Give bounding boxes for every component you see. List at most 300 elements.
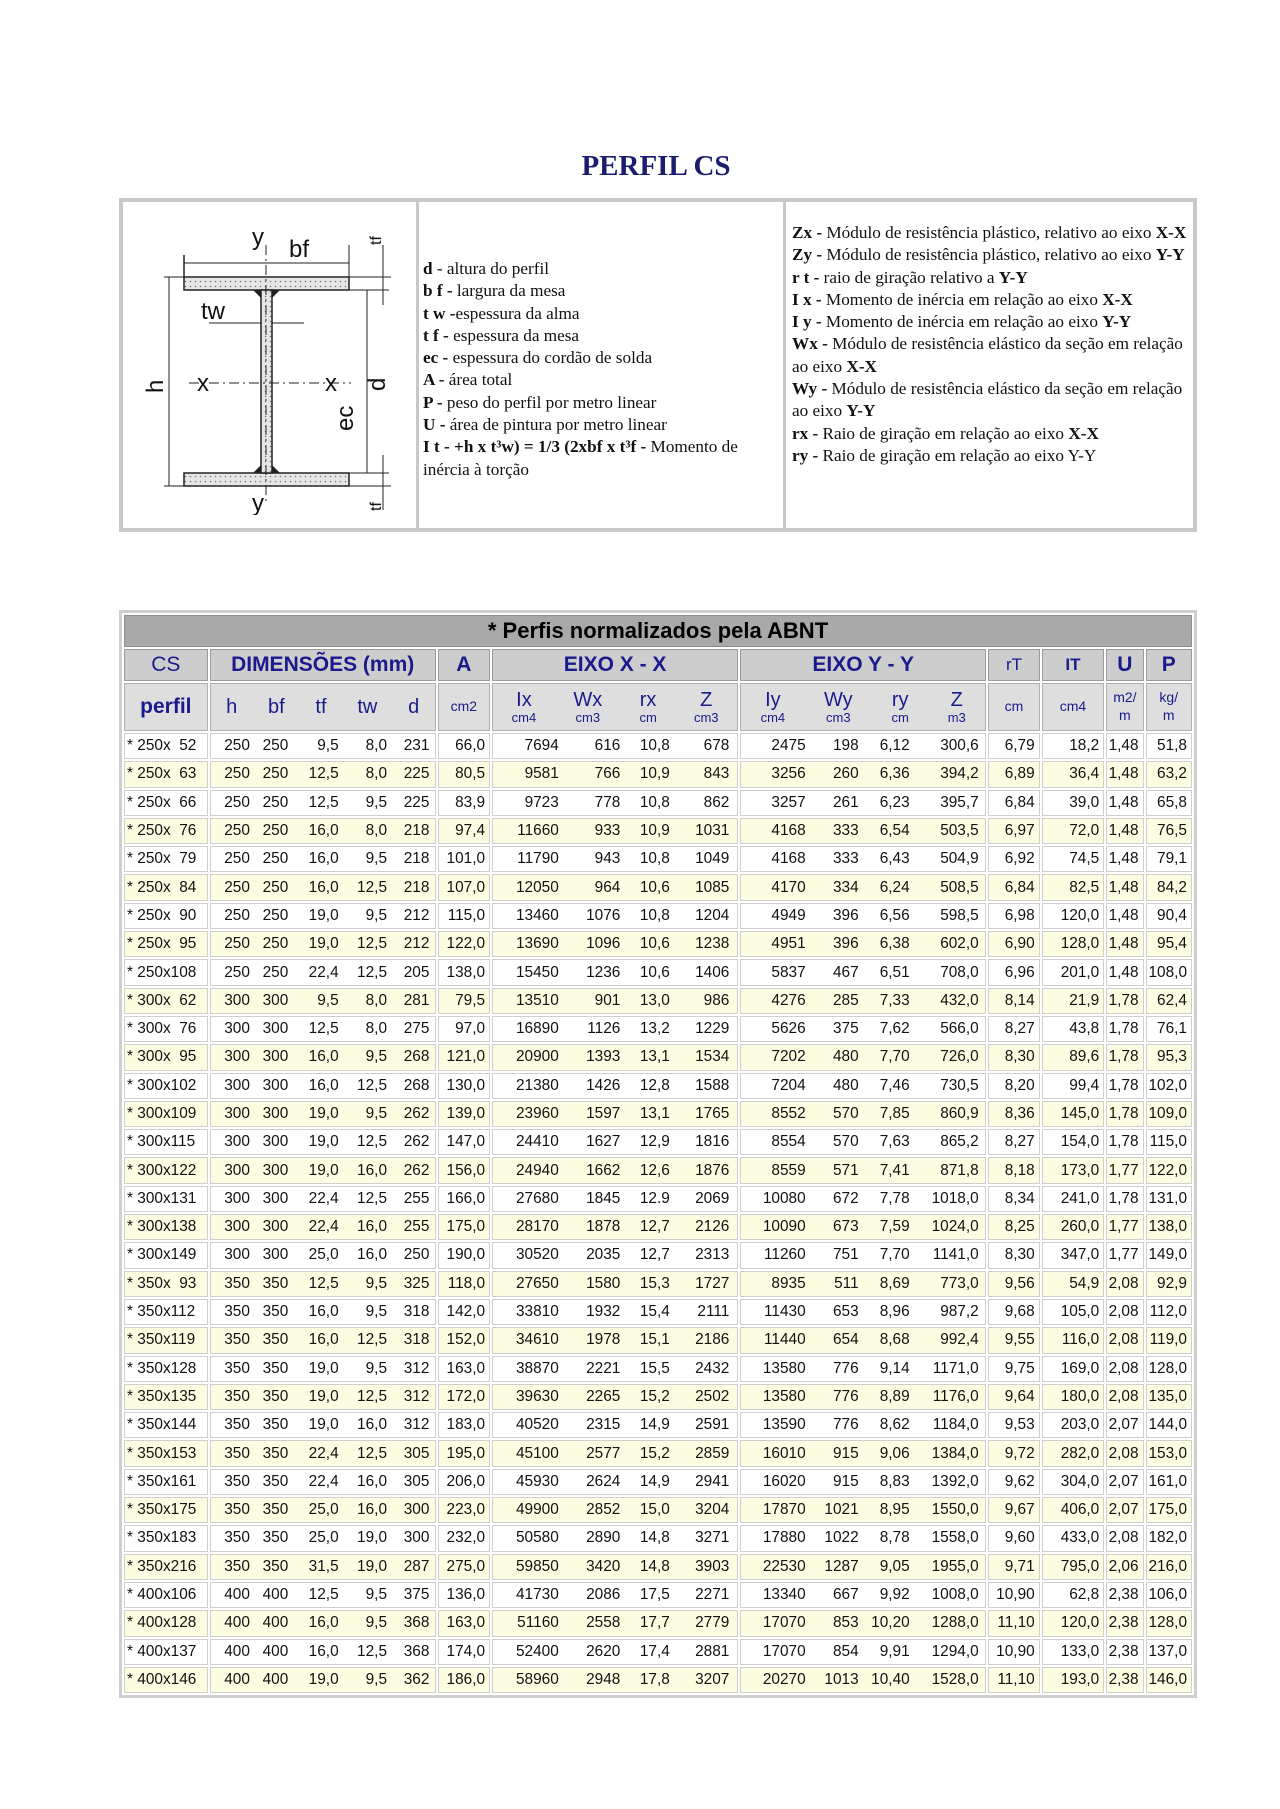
- header-axis-x: EIXO X - X: [492, 649, 738, 681]
- cell-perfil: * 300x102: [124, 1073, 208, 1099]
- cell-value: 300,6: [940, 737, 979, 755]
- legend-item: [423, 280, 779, 302]
- cell-value: 350: [224, 1529, 250, 1547]
- cell-group: [210, 1525, 436, 1551]
- cell-value: 350: [262, 1359, 289, 1377]
- cell-group-values: [741, 1275, 985, 1293]
- cell-group: [210, 1044, 436, 1070]
- cell-value: 350: [224, 1444, 250, 1462]
- cell-value: 206,0: [438, 1469, 490, 1495]
- cell-value: 13590: [762, 1416, 806, 1434]
- cell-value: 173,0: [1042, 1157, 1105, 1183]
- cell-value: 350: [262, 1303, 289, 1321]
- cell-group-values: [211, 1671, 435, 1689]
- cell-value: 275,0: [438, 1554, 490, 1580]
- table-row: [124, 1044, 1192, 1070]
- cell-value: 16,0: [357, 1161, 388, 1179]
- cell-value: 268: [403, 1048, 430, 1066]
- cell-value: 1,48: [1106, 761, 1143, 787]
- cell-value: 12,7: [639, 1246, 670, 1264]
- cell-value: 22,4: [308, 963, 339, 981]
- cell-value: 8,0: [365, 991, 388, 1009]
- cell-value: 4276: [771, 991, 806, 1009]
- cell-perfil: * 250x 63: [124, 761, 208, 787]
- cell-value: 7,46: [879, 1076, 910, 1094]
- cell-value: 9,5: [365, 1614, 388, 1632]
- cell-group: [492, 818, 738, 844]
- cell-value: 6,51: [879, 963, 910, 981]
- cell-group: [740, 733, 986, 759]
- cell-value: 250: [224, 906, 250, 924]
- cell-value: 1588: [695, 1076, 730, 1094]
- table-row: [124, 988, 1192, 1014]
- legend-desc: área de pintura por metro linear: [445, 415, 667, 435]
- cell-group-values: [211, 907, 435, 925]
- legend-key: t f -: [423, 325, 449, 345]
- cell-value: 300: [224, 1161, 250, 1179]
- cell-value: 1534: [695, 1048, 730, 1066]
- cell-value: 135,0: [1146, 1384, 1192, 1410]
- cell-value: 250: [224, 765, 250, 783]
- cell-value: 241,0: [1042, 1186, 1105, 1212]
- cell-group: [492, 1554, 738, 1580]
- cell-perfil: * 400x128: [124, 1610, 208, 1636]
- cell-value: 8,27: [988, 1129, 1039, 1155]
- cell-value: 9,5: [365, 793, 388, 811]
- table-row: [124, 1440, 1192, 1466]
- cell-group: [740, 1497, 986, 1523]
- cell-value: 2,08: [1106, 1299, 1143, 1325]
- legend-desc: Momento de inércia em relação ao eixo: [821, 289, 1103, 309]
- cell-group: [740, 1271, 986, 1297]
- cell-value: 120,0: [1042, 903, 1105, 929]
- cell-value: 36,4: [1042, 761, 1105, 787]
- cell-group-values: [211, 1246, 435, 1264]
- cell-group: [492, 846, 738, 872]
- cell-value: 16,0: [308, 1048, 339, 1066]
- cell-value: 7,70: [879, 1048, 910, 1066]
- cell-value: 17,8: [639, 1670, 670, 1688]
- cell-value: 10,6: [639, 878, 670, 896]
- cell-value: 2313: [695, 1246, 730, 1264]
- cell-value: 375: [403, 1586, 430, 1604]
- cell-group-values: [211, 1275, 435, 1293]
- legend-item: [792, 445, 1189, 467]
- cell-value: 138,0: [438, 959, 490, 985]
- legend-key: t w -: [423, 303, 456, 323]
- cell-value: 350: [262, 1331, 289, 1349]
- cell-group-values: [211, 1473, 435, 1491]
- cell-value: 212: [403, 906, 430, 924]
- cell-value: 2591: [695, 1416, 730, 1434]
- subheader-symbol: Wx: [573, 688, 603, 711]
- cell-value: 186,0: [438, 1667, 490, 1693]
- cell-value: 6,90: [988, 931, 1039, 957]
- cell-value: 45100: [516, 1444, 559, 1462]
- legend-item: [792, 423, 1189, 445]
- cell-group: [740, 1525, 986, 1551]
- cell-value: 28170: [516, 1218, 559, 1236]
- cell-value: 11790: [517, 850, 559, 868]
- cell-group-values: [211, 1190, 435, 1208]
- legend-key: Wy -: [792, 379, 828, 399]
- cell-perfil: * 350x216: [124, 1554, 208, 1580]
- cell-value: 7,33: [879, 991, 910, 1009]
- cell-group: [740, 1327, 986, 1353]
- cell-value: 12,5: [357, 1133, 388, 1151]
- cell-group-values: [741, 1331, 985, 1349]
- cell-value: 7,85: [879, 1105, 910, 1122]
- cell-value: 63,2: [1146, 761, 1192, 787]
- cell-value: 97,4: [438, 818, 490, 844]
- header-rt: rT: [988, 649, 1039, 681]
- subheader-ey-item: [892, 690, 909, 725]
- cell-value: 146,0: [1146, 1667, 1192, 1693]
- cell-group-values: [211, 794, 435, 812]
- cell-group: [740, 874, 986, 900]
- cell-value: 1,78: [1106, 1016, 1143, 1042]
- cell-group-values: [211, 1331, 435, 1349]
- cell-value: 2086: [586, 1586, 621, 1604]
- cell-perfil: * 300x 62: [124, 988, 208, 1014]
- table-row: [124, 874, 1192, 900]
- cell-perfil: * 250x 66: [124, 790, 208, 816]
- table-row: [124, 1271, 1192, 1297]
- cell-value: 281: [403, 991, 430, 1009]
- cell-value: 250: [262, 765, 289, 783]
- cell-group-values: [211, 1388, 435, 1406]
- cell-value: 83,9: [438, 790, 490, 816]
- cell-value: 1816: [695, 1133, 730, 1151]
- cell-group-values: [211, 1048, 435, 1066]
- cell-group: [740, 1299, 986, 1325]
- cell-value: 8,27: [988, 1016, 1039, 1042]
- cell-value: 350: [224, 1303, 250, 1321]
- cell-group-values: [741, 1190, 985, 1208]
- cell-group-values: [741, 1360, 985, 1378]
- table-row: [124, 1384, 1192, 1410]
- cell-value: 7,41: [879, 1161, 910, 1179]
- cell-value: 250: [262, 822, 289, 840]
- cell-value: 333: [832, 850, 859, 868]
- cell-value: 7,63: [879, 1133, 910, 1151]
- cell-value: 3420: [586, 1557, 621, 1575]
- cell-value: 20270: [762, 1670, 806, 1688]
- cell-value: 2558: [586, 1614, 621, 1632]
- cell-value: 261: [832, 793, 859, 811]
- cell-value: 2948: [586, 1670, 621, 1688]
- cell-group: [492, 1469, 738, 1495]
- cell-value: 1021: [824, 1501, 859, 1519]
- cell-value: 350: [262, 1444, 289, 1462]
- cell-value: 1406: [695, 963, 730, 981]
- cell-value: 7204: [771, 1076, 806, 1094]
- cell-group: [740, 1610, 986, 1636]
- cell-value: 201,0: [1042, 959, 1105, 985]
- cell-value: 76,5: [1146, 818, 1192, 844]
- subheader-axis-x: [493, 690, 737, 725]
- cell-value: 300: [224, 1218, 250, 1236]
- cell-value: 1,48: [1106, 846, 1143, 872]
- cell-value: 400: [224, 1586, 250, 1604]
- cell-group: [492, 733, 738, 759]
- cell-group-values: [493, 907, 737, 925]
- cell-value: 109,0: [1146, 1101, 1192, 1127]
- table-row: [124, 1129, 1192, 1155]
- cell-value: 1878: [586, 1218, 621, 1236]
- cell-group: [210, 1214, 436, 1240]
- cell-value: 8,36: [988, 1101, 1039, 1127]
- cell-value: 915: [832, 1472, 859, 1490]
- cell-value: 65,8: [1146, 790, 1192, 816]
- cell-value: 16,0: [308, 1331, 339, 1349]
- cell-value: 147,0: [438, 1129, 490, 1155]
- cell-group-values: [211, 1105, 435, 1123]
- cell-group-values: [493, 1388, 737, 1406]
- cell-value: 13580: [762, 1359, 806, 1377]
- cell-group-values: [211, 1445, 435, 1463]
- cell-value: 31,5: [308, 1557, 339, 1575]
- cell-value: 2,38: [1106, 1582, 1143, 1608]
- cell-value: 394,2: [940, 765, 979, 783]
- cell-value: 12,5: [357, 963, 388, 981]
- cell-group-values: [211, 1218, 435, 1236]
- cell-group: [740, 790, 986, 816]
- cell-value: 12,5: [357, 1331, 388, 1349]
- cell-group: [210, 874, 436, 900]
- cell-value: 102,0: [1146, 1073, 1192, 1099]
- cell-value: 2502: [695, 1387, 730, 1405]
- cell-group-values: [741, 1388, 985, 1406]
- cell-value: 300: [262, 991, 289, 1009]
- legend-definitions-right: [786, 202, 1193, 528]
- legend-desc: área total: [444, 370, 513, 390]
- cell-group-values: [211, 1077, 435, 1095]
- cell-group-values: [211, 992, 435, 1010]
- cell-value: 262: [403, 1161, 430, 1179]
- cell-group-values: [493, 1105, 737, 1123]
- cell-value: 6,79: [988, 733, 1039, 759]
- cell-value: 300: [224, 1105, 250, 1122]
- profile-table: [119, 610, 1197, 1698]
- subheader-unit: cm: [639, 709, 657, 725]
- cell-group: [740, 931, 986, 957]
- cell-value: 13690: [516, 935, 559, 953]
- cell-group-values: [741, 765, 985, 783]
- cell-value: 2624: [586, 1472, 621, 1490]
- cell-value: 2,38: [1106, 1667, 1143, 1693]
- cell-value: 300: [262, 1161, 289, 1179]
- cell-value: 9,72: [988, 1440, 1039, 1466]
- cell-value: 107,0: [438, 874, 490, 900]
- subheader-unit: m3: [947, 709, 966, 725]
- cell-value: 223,0: [438, 1497, 490, 1523]
- subheader-symbol: Z: [700, 688, 713, 711]
- cell-value: 128,0: [1042, 931, 1105, 957]
- cell-group: [210, 1497, 436, 1523]
- cell-value: 571: [832, 1161, 859, 1179]
- cell-group: [492, 1525, 738, 1551]
- cell-value: 1,48: [1106, 959, 1143, 985]
- cell-group: [492, 903, 738, 929]
- cell-value: 6,98: [988, 903, 1039, 929]
- legend-item: [423, 325, 779, 347]
- cell-value: 1049: [695, 850, 730, 868]
- cell-perfil: * 250x 95: [124, 931, 208, 957]
- cell-value: 1,77: [1106, 1157, 1143, 1183]
- cell-value: 145,0: [1042, 1101, 1105, 1127]
- cell-value: 300: [262, 1189, 289, 1207]
- cell-value: 52400: [516, 1642, 559, 1660]
- cell-value: 120,0: [1042, 1610, 1105, 1636]
- cell-value: 1,78: [1106, 1129, 1143, 1155]
- cell-group-values: [741, 935, 985, 953]
- cell-group-values: [493, 1558, 737, 1576]
- cell-value: 106,0: [1146, 1582, 1192, 1608]
- cell-value: 9,5: [365, 906, 388, 924]
- cell-value: 1076: [586, 906, 621, 924]
- cell-value: 12050: [516, 878, 559, 896]
- cell-value: 1022: [824, 1529, 859, 1547]
- cell-value: 161,0: [1146, 1469, 1192, 1495]
- cell-group-values: [211, 765, 435, 783]
- cell-value: 8,0: [365, 822, 388, 840]
- cell-value: 654: [832, 1331, 859, 1349]
- cell-value: 4170: [771, 878, 806, 896]
- cell-value: 268: [403, 1076, 430, 1094]
- cell-value: 4168: [771, 822, 806, 840]
- cell-group-values: [741, 1416, 985, 1434]
- cell-value: 795,0: [1042, 1554, 1105, 1580]
- cell-value: 12,5: [357, 1189, 388, 1207]
- cell-value: 305: [403, 1472, 430, 1490]
- cell-value: 38870: [516, 1359, 559, 1377]
- cell-value: 250: [224, 878, 250, 896]
- table-row: [124, 761, 1192, 787]
- cell-value: 12,5: [308, 765, 339, 783]
- table-row: [124, 1639, 1192, 1665]
- cell-value: 250: [224, 935, 250, 953]
- cell-value: 12,5: [357, 1076, 388, 1094]
- cell-group-values: [493, 1190, 737, 1208]
- cell-value: 138,0: [1146, 1214, 1192, 1240]
- cell-value: 19,0: [308, 1105, 339, 1122]
- cell-group-values: [493, 1643, 737, 1661]
- cell-value: 137,0: [1146, 1639, 1192, 1665]
- legend-item: [423, 347, 779, 369]
- legend-desc: Módulo de resistência plástico, relativo ao eixo: [822, 245, 1152, 265]
- cell-group: [210, 1016, 436, 1042]
- table-banner: * Perfis normalizados pela ABNT: [124, 615, 1192, 647]
- cell-value: 250: [224, 850, 250, 868]
- cell-value: 300: [224, 1133, 250, 1151]
- cell-value: 11430: [764, 1303, 806, 1321]
- cell-value: 105,0: [1042, 1299, 1105, 1325]
- table-row: [124, 1469, 1192, 1495]
- cell-group: [210, 790, 436, 816]
- cell-value: 74,5: [1042, 846, 1105, 872]
- subheader-dimensions: [211, 697, 435, 718]
- cell-value: 566,0: [940, 1020, 979, 1038]
- legend-definitions-left: [419, 202, 786, 528]
- cell-value: 8,0: [365, 1020, 388, 1038]
- cell-value: 33810: [516, 1303, 559, 1321]
- cell-value: 225: [403, 793, 430, 811]
- cell-value: 854: [832, 1642, 859, 1660]
- cell-group: [492, 874, 738, 900]
- subheader-dim-tf: tf: [315, 695, 327, 718]
- cell-value: 13340: [762, 1586, 806, 1604]
- cell-value: 1008,0: [931, 1586, 979, 1604]
- cell-group-values: [211, 1133, 435, 1151]
- cell-group-values: [493, 1275, 737, 1293]
- cell-value: 503,5: [940, 822, 979, 840]
- cell-group: [210, 1582, 436, 1608]
- cell-value: 10,9: [639, 822, 670, 840]
- legend-key: ry -: [792, 445, 819, 465]
- table-row: [124, 1356, 1192, 1382]
- cell-group: [492, 1129, 738, 1155]
- legend-desc: Raio de giração em relação ao eixo: [818, 423, 1069, 443]
- cell-value: 6,96: [988, 959, 1039, 985]
- cell-value: 19,0: [308, 1161, 339, 1179]
- cell-value: 10,90: [988, 1639, 1039, 1665]
- subheader-ex-item: [639, 690, 656, 725]
- cell-group: [210, 1639, 436, 1665]
- cell-value: 400: [262, 1614, 289, 1632]
- cell-value: 10,90: [988, 1582, 1039, 1608]
- cell-group-values: [741, 1558, 985, 1576]
- cell-value: 2852: [586, 1501, 621, 1519]
- cell-value: 602,0: [940, 935, 979, 953]
- cell-group-values: [493, 1218, 737, 1236]
- cell-value: 17070: [762, 1642, 806, 1660]
- cell-value: 1,48: [1106, 733, 1143, 759]
- cell-value: 350: [224, 1501, 250, 1519]
- cell-value: 9,71: [988, 1554, 1039, 1580]
- cell-value: 163,0: [438, 1356, 490, 1382]
- cell-value: 9,56: [988, 1271, 1039, 1297]
- cell-value: 12,7: [639, 1218, 670, 1236]
- cell-value: 92,9: [1146, 1271, 1192, 1297]
- cell-value: 776: [832, 1359, 859, 1377]
- cell-value: 653: [832, 1303, 859, 1321]
- legend-item: [792, 244, 1189, 266]
- cell-value: 2271: [695, 1586, 730, 1604]
- cell-value: 8552: [771, 1105, 806, 1122]
- cell-value: 39,0: [1042, 790, 1105, 816]
- table-row: [124, 931, 1192, 957]
- label-x-left: x: [196, 370, 209, 397]
- cell-group-values: [493, 1529, 737, 1547]
- subheader-symbol: rx: [639, 688, 657, 711]
- cell-value: 19,0: [308, 906, 339, 924]
- cell-value: 776: [832, 1416, 859, 1434]
- cell-value: 10,40: [871, 1670, 910, 1688]
- cell-value: 2221: [586, 1359, 621, 1377]
- cell-value: 12,5: [357, 878, 388, 896]
- cell-group: [210, 1440, 436, 1466]
- legend-item: [792, 311, 1189, 333]
- cell-value: 10,8: [639, 737, 670, 755]
- cell-group-values: [493, 1416, 737, 1434]
- cell-value: 8,0: [365, 765, 388, 783]
- cell-value: 180,0: [1042, 1384, 1105, 1410]
- cell-value: 860,9: [940, 1105, 979, 1122]
- cell-perfil: * 300x122: [124, 1157, 208, 1183]
- legend-key: U -: [423, 415, 446, 435]
- cell-value: 1550,0: [931, 1501, 979, 1519]
